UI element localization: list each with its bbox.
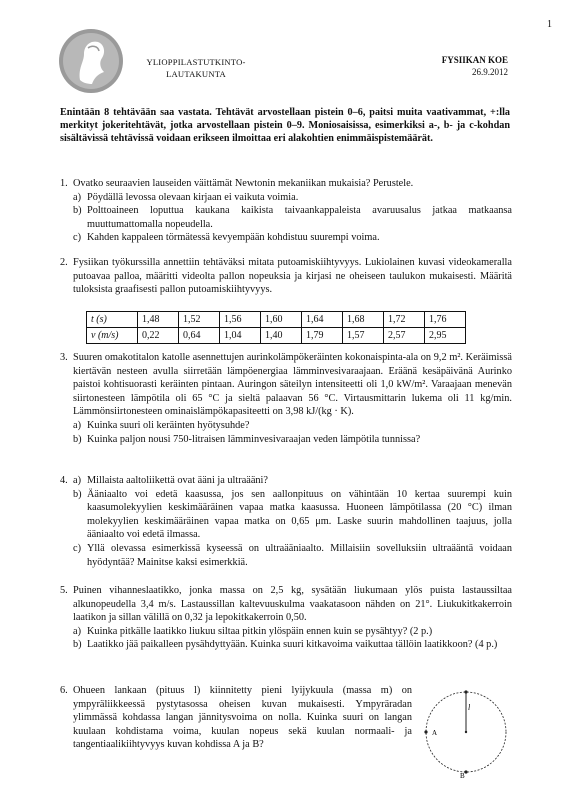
subquestion-b: b) Ääniaalto voi edetä kaasussa, jos sen aallonpituus on vähintään 10 kertaa suurempi kuin kaasumolekyylien keskimääräinen vapaa matka kaasussa. Huoneen lämpötilassa (20 °C) ilman molekyylien keskimääräinen vapaa matka on 0,65 μm. Laske suurin mahdollinen taajuus, jolla ääniaalto voi edetä ilmassa. xyxy=(73,488,512,541)
question-6 xyxy=(60,684,412,752)
table-cell: 1,40 xyxy=(261,328,302,344)
subquestion-c: c) Yllä olevassa esimerkissä kyseessä on ultraääniaalto. Millaisiin sovelluksiin ultraääntä voidaan hyödyntää? Mainitse kaksi esimerkkiä. xyxy=(73,542,512,568)
label-B: B xyxy=(460,772,465,780)
question-1 xyxy=(60,177,512,245)
question-number: 6. xyxy=(60,685,68,696)
table-cell: 1,72 xyxy=(384,312,425,328)
issuer xyxy=(126,56,266,80)
circular-motion-figure xyxy=(422,680,510,780)
table-cell: 2,95 xyxy=(425,328,466,344)
exam-info xyxy=(380,54,508,78)
question-number: 5. xyxy=(60,585,68,596)
table-row-time xyxy=(87,312,466,328)
question-text: Ovatko seuraavien lauseiden väittämät Newtonin mekaniikan mukaisia? Perustele. xyxy=(73,178,414,189)
row-header: v (m/s) xyxy=(87,328,138,344)
subquestion-b: b) Laatikko jää paikalleen pysähdyttyään. Kuinka suuri kitkavoima vaikuttaa tällöin laatikkoon? (4 p.) xyxy=(73,639,498,651)
measurement-table xyxy=(86,311,466,344)
question-2 xyxy=(60,256,512,297)
question-text: Ohueen lankaan (pituus l) kiinnitetty pieni lyijykuula (massa m) on ympyräliikkeessä pystytasossa oheisen kuvan mukaisesti. Ympyräradan ylimmässä kohdassa langan jännitysvoima on nolla. Kuinka suuri on langan kuulaan kohdistama voima, kuulan nopeus sekä kuulan normaali- ja tangentiaalikiihtyvyys kuvan kohdissa A ja B? xyxy=(73,685,412,751)
point-a-dot xyxy=(424,730,427,733)
question-5 xyxy=(60,584,512,652)
table-cell: 1,76 xyxy=(425,312,466,328)
subquestion-a: a) Millaista aaltoliikettä ovat ääni ja ultraääni? xyxy=(73,475,268,486)
point-b-dot xyxy=(464,770,467,773)
question-4 xyxy=(60,474,512,569)
instructions: Enintään 8 tehtävään saa vastata. Tehtävät arvostellaan pistein 0–6, paitsi muita vaativammat, +:lla merkityt jokeritehtävät, jotka arvostellaan pistein 0–9. Moniosaisissa, esimerkiksi a-, b- ja c-kohdan sisältävissä tehtävissä voidaan erikseen ilmoittaa eri alakohtien enimmäispistemäärät. xyxy=(60,107,510,145)
page-number: 1 xyxy=(547,19,552,30)
table-cell: 1,68 xyxy=(343,312,384,328)
question-number: 3. xyxy=(60,352,68,363)
subquestion-a: a) Pöydällä levossa olevaan kirjaan ei vaikuta voimia. xyxy=(73,191,299,203)
table-cell: 1,56 xyxy=(220,312,261,328)
center-point xyxy=(465,731,467,733)
exam-date: 26.9.2012 xyxy=(472,67,508,77)
lead-ball xyxy=(464,690,467,693)
table-cell: 1,64 xyxy=(302,312,343,328)
question-text: Fysiikan työkurssilla annettiin tehtäväksi mitata putoamiskiihtyvyys. Lukiolainen kuvasi videokameralla putoavaa palloa, määritti videolta pallon nopeuksia ja kirjasi ne oheiseen taulukon mukaisesti. Määritä tuloksista graafisesti pallon putoamiskiihtyvyys. xyxy=(73,257,512,296)
question-3 xyxy=(60,351,512,446)
question-number: 2. xyxy=(60,257,68,268)
label-A: A xyxy=(432,729,438,737)
matriculation-board-logo xyxy=(58,28,124,94)
table-cell: 1,04 xyxy=(220,328,261,344)
row-header: t (s) xyxy=(87,312,138,328)
question-text: Suuren omakotitalon katolle asennettujen aurinkolämpökeräinten kokonaispinta-ala on 9,2 m². Keräimissä kiertävän nesteen avulla siirretään lämpöenergiaa lämminvesivaraajaan. Eräänä kesäpäivänä Aurinko paistoi kohtisuorasti keräinten pintaan. Auringon säteilyn intensiteetti oli 1,0 kW/m². Varaajaan menevän siirtonesteen lämpötila oli 65 °C ja sieltä palaavan 56 °C. Virtausmittarin lukema oli 11 kg/min. Lämmönsiirtonesteen ominaislämpökapasiteetti on 3,98 kJ/(kg · K). xyxy=(73,352,512,418)
table-cell: 1,79 xyxy=(302,328,343,344)
table-cell: 1,52 xyxy=(179,312,220,328)
issuer-line-2: LAUTAKUNTA xyxy=(166,69,226,79)
subquestion-b: b) Polttoaineen loputtua kaukana kaikista taivaankappaleista avaruusalus jatkaa matkaansa muuttumattomalla nopeudella. xyxy=(73,205,512,230)
subquestion-a: a) Kuinka pitkälle laatikko liukuu siltaa pitkin ylöspäin ennen kuin se pysähtyy? (2 p.) xyxy=(73,625,433,637)
question-text: Puinen vihanneslaatikko, jonka massa on 2,5 kg, sysätään liukumaan ylös puista lastaussiltaa alkunopeudella 3,4 m/s. Lastaussillan kaltevuuskulma vaakatasoon nähden on 21°. Liukukitkakerroin laatikon ja sillan välillä on 0,32 ja lepokitkakerroin 0,50. xyxy=(73,585,512,624)
subquestion-c: c) Kahden kappaleen törmätessä kevyempään kohdistuu suurempi voima. xyxy=(73,232,380,244)
issuer-line-1: YLIOPPILASTUTKINTO- xyxy=(146,57,246,67)
table-row-velocity xyxy=(87,328,466,344)
table-cell: 1,48 xyxy=(138,312,179,328)
table-cell: 1,60 xyxy=(261,312,302,328)
question-number: 4. xyxy=(60,475,68,486)
table-cell: 2,57 xyxy=(384,328,425,344)
table-cell: 0,22 xyxy=(138,328,179,344)
label-l: l xyxy=(468,703,471,712)
subquestion-a: a) Kuinka suuri oli keräinten hyötysuhde? xyxy=(73,419,250,431)
table-cell: 0,64 xyxy=(179,328,220,344)
question-number: 1. xyxy=(60,178,68,189)
table-cell: 1,57 xyxy=(343,328,384,344)
subquestion-b: b) Kuinka paljon nousi 750-litraisen lämminvesivaraajan veden lämpötila tunnissa? xyxy=(73,433,421,445)
exam-title: FYSIIKAN KOE xyxy=(441,55,508,65)
